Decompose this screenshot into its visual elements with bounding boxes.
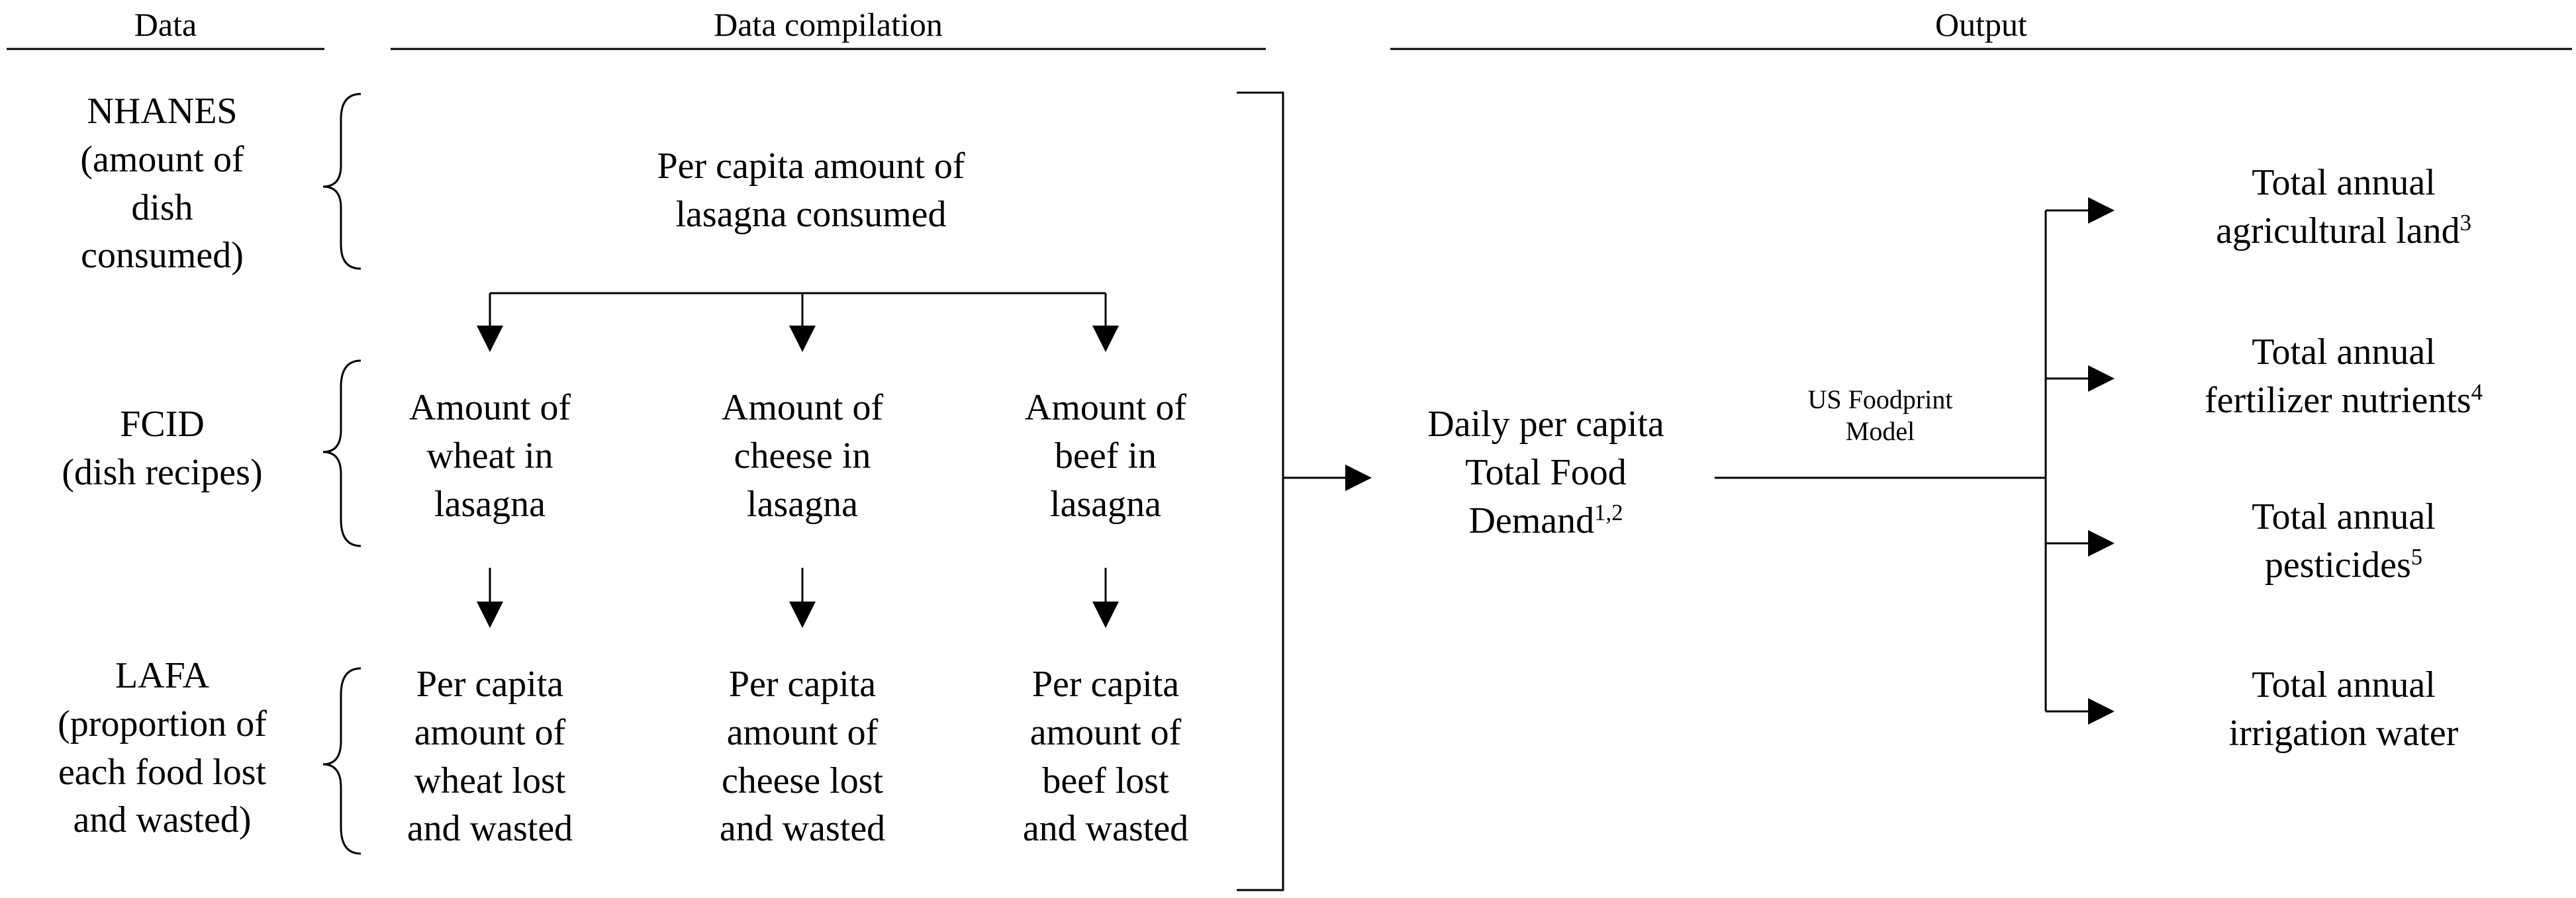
output-agricultural-land bbox=[2119, 159, 2569, 255]
output-text: Total annual fertilizer nutrients bbox=[2204, 332, 2471, 421]
output-text: Total annual irrigation water bbox=[2228, 664, 2459, 754]
amount-cheese: Amount of cheese in lasagna bbox=[721, 387, 884, 525]
loss-beef: Per capita amount of beef lost and wasted bbox=[1022, 664, 1189, 850]
demand-text: Daily per capita Total Food Demand bbox=[1427, 404, 1664, 541]
output-text: Total annual agricultural land bbox=[2216, 162, 2460, 251]
brace-lafa bbox=[323, 668, 361, 854]
header-data-compilation: Data compilation bbox=[714, 6, 943, 43]
loss-cheese: Per capita amount of cheese lost and wasted bbox=[719, 664, 886, 850]
output-irrigation-water bbox=[2119, 661, 2569, 758]
output-pesticides bbox=[2119, 493, 2569, 590]
header-output: Output bbox=[1935, 6, 2027, 43]
output-fertilizer bbox=[2119, 328, 2569, 425]
output-footnote: 3 bbox=[2459, 209, 2471, 236]
amount-wheat: Amount of wheat in lasagna bbox=[408, 387, 571, 525]
loss-wheat: Per capita amount of wheat lost and wasted bbox=[406, 664, 573, 850]
output-footnote: 5 bbox=[2410, 543, 2423, 570]
consumed-box: Per capita amount of lasagna consumed bbox=[657, 146, 965, 235]
source-lafa: LAFA (proportion of each food lost and wasted) bbox=[58, 655, 267, 841]
source-nhanes: NHANES (amount of dish consumed) bbox=[80, 91, 244, 277]
compilation-bracket bbox=[1237, 93, 1283, 890]
model-label: US Foodprint Model bbox=[1807, 384, 1953, 446]
output-footnote: 4 bbox=[2471, 379, 2483, 405]
brace-fcid bbox=[323, 361, 361, 546]
total-food-demand bbox=[1380, 400, 1711, 545]
source-fcid: FCID (dish recipes) bbox=[62, 404, 263, 493]
demand-footnote: 1,2 bbox=[1594, 499, 1623, 525]
brace-nhanes bbox=[323, 94, 361, 269]
amount-beef: Amount of beef in lasagna bbox=[1024, 387, 1187, 525]
output-text: Total annual pesticides bbox=[2252, 496, 2436, 586]
header-data: Data bbox=[134, 6, 197, 43]
